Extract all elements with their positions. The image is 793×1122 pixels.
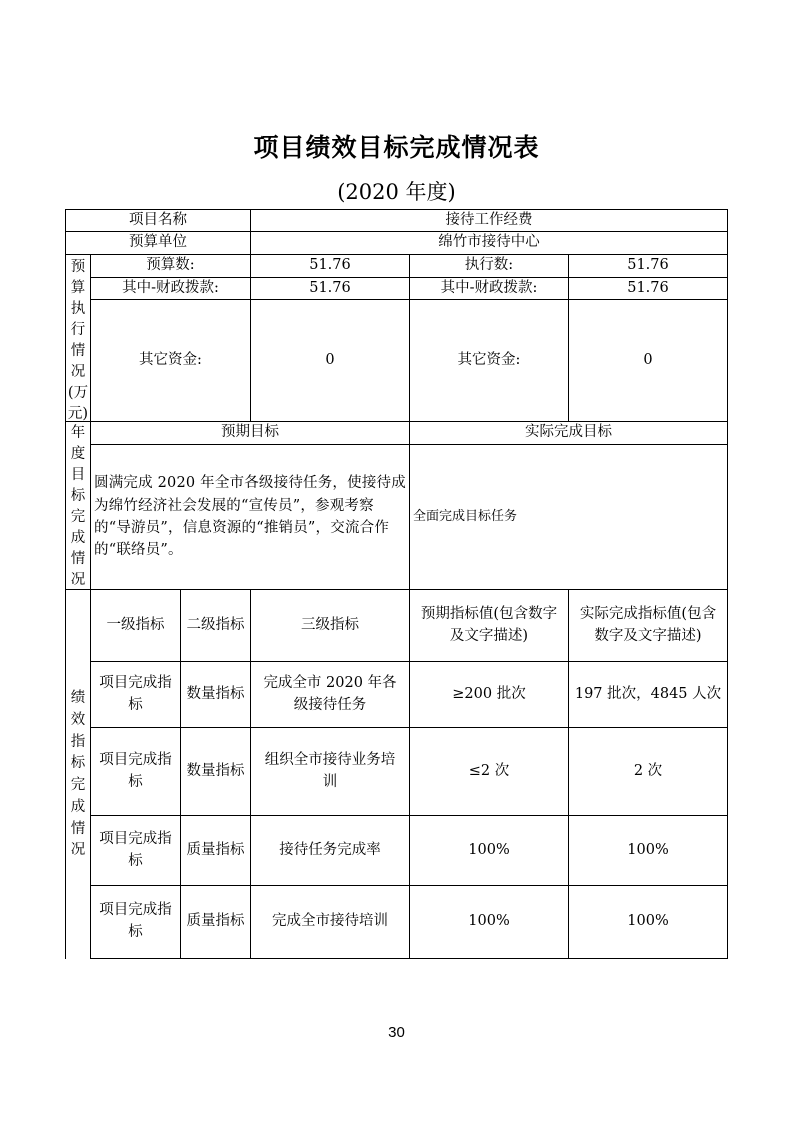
budget-amount-label: 预算数:	[90, 254, 251, 278]
table-row-cell: 100%	[568, 815, 728, 886]
other-exec-value: 0	[568, 299, 728, 422]
table-row-cell: 数量指标	[180, 727, 251, 816]
table-row-cell: ≤2 次	[409, 727, 569, 816]
other-budget-label: 其它资金:	[90, 299, 251, 422]
header-level3: 三级指标	[250, 589, 410, 662]
table-row-cell: 完成全市接待培训	[250, 885, 410, 959]
table-row-cell: 组织全市接待业务培训	[250, 727, 410, 816]
fiscal-budget-value: 51.76	[250, 277, 410, 300]
budget-unit-label: 预算单位	[65, 231, 251, 255]
table-row-cell: 100%	[409, 815, 569, 886]
table-row-cell: 2 次	[568, 727, 728, 816]
budget-side-label: 预 算 执 行 情 况 (万 元)	[65, 254, 91, 422]
table-row-cell: 197 批次，4845 人次	[568, 661, 728, 728]
actual-goal-header: 实际完成目标	[409, 421, 728, 445]
table-row-cell: 完成全市 2020 年各级接待任务	[250, 661, 410, 728]
table-row-cell: ≥200 批次	[409, 661, 569, 728]
budget-unit-value: 绵竹市接待中心	[250, 231, 728, 255]
expected-goal-header: 预期目标	[90, 421, 410, 445]
executed-value: 51.76	[568, 254, 728, 278]
annual-side-label: 年 度 目 标 完 成 情 况	[65, 421, 91, 590]
executed-label: 执行数:	[409, 254, 569, 278]
table-row-cell: 项目完成指标	[90, 815, 181, 886]
fiscal-exec-label: 其中-财政拨款:	[409, 277, 569, 300]
other-budget-value: 0	[250, 299, 410, 422]
fiscal-budget-label: 其中-财政拨款:	[90, 277, 251, 300]
header-level1: 一级指标	[90, 589, 181, 662]
project-name-label: 项目名称	[65, 209, 251, 232]
performance-side-label: 绩 效 指 标 完 成 情 况	[65, 589, 91, 959]
table-row-cell: 数量指标	[180, 661, 251, 728]
page-title: 项目绩效目标完成情况表	[253, 133, 540, 162]
header-actual-value: 实际完成指标值(包含数字及文字描述)	[568, 589, 728, 662]
budget-amount-value: 51.76	[250, 254, 410, 278]
table-row-cell: 接待任务完成率	[250, 815, 410, 886]
expected-goal-text: 圆满完成 2020 年全市各级接待任务，使接待成为绵竹经济社会发展的“宣传员”，参观考察的“导游员”，信息资源的“推销员”，交流合作的“联络员”。	[90, 444, 410, 590]
table-row-cell: 项目完成指标	[90, 885, 181, 959]
other-exec-label: 其它资金:	[409, 299, 569, 422]
table-row-cell: 项目完成指标	[90, 661, 181, 728]
header-expected-value: 预期指标值(包含数字及文字描述)	[409, 589, 569, 662]
header-level2: 二级指标	[180, 589, 251, 662]
project-name-value: 接待工作经费	[250, 209, 728, 232]
table-row-cell: 100%	[568, 885, 728, 959]
fiscal-exec-value: 51.76	[568, 277, 728, 300]
table-row-cell: 100%	[409, 885, 569, 959]
table-row-cell: 质量指标	[180, 885, 251, 959]
actual-goal-text: 全面完成目标任务	[409, 444, 728, 590]
page-number: 30	[388, 1024, 405, 1041]
table-row-cell: 质量指标	[180, 815, 251, 886]
page-subtitle: (2020 年度)	[337, 180, 456, 204]
table-row-cell: 项目完成指标	[90, 727, 181, 816]
